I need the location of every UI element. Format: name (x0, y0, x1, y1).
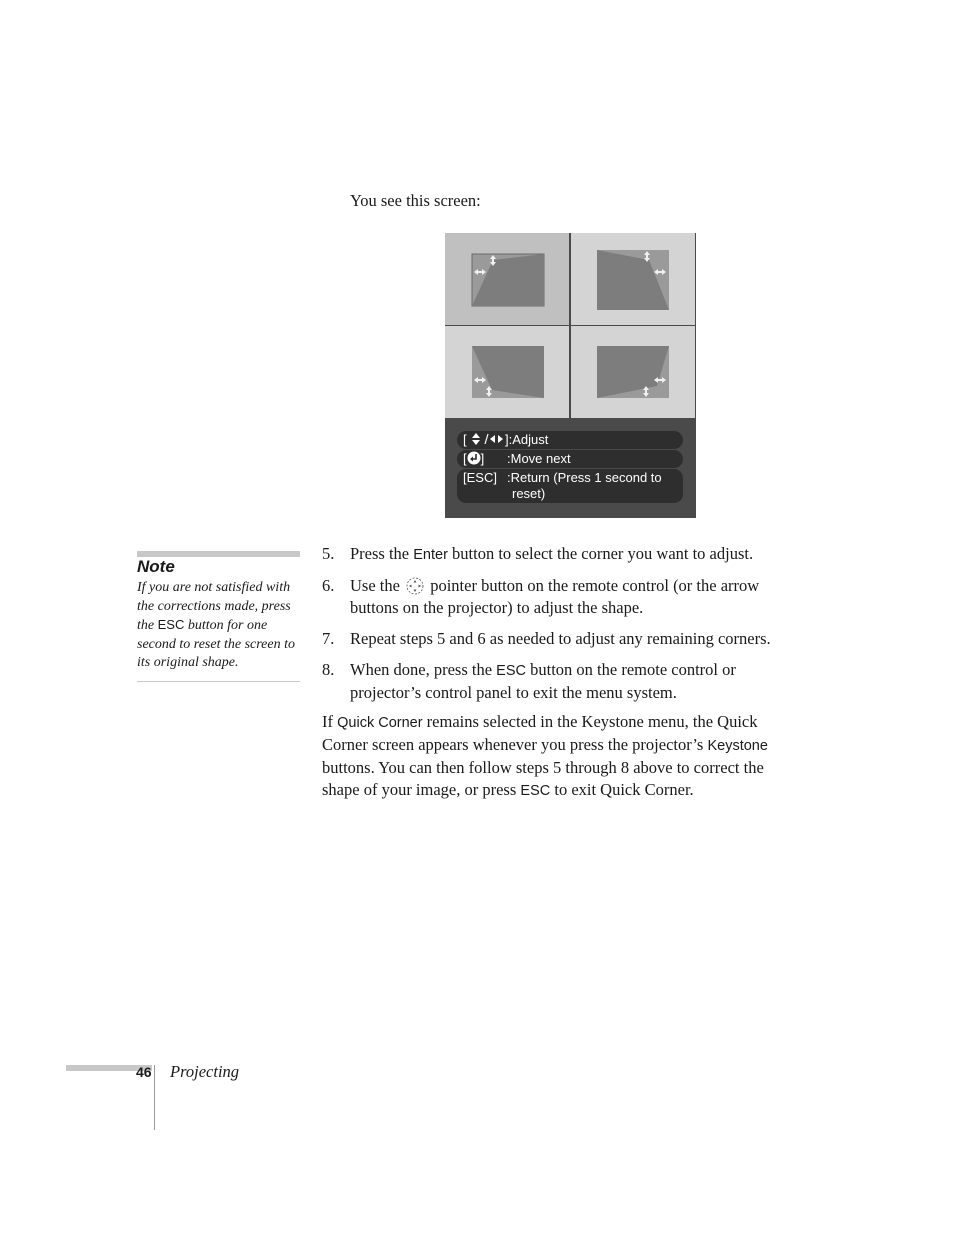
corner-top-left (445, 233, 569, 325)
quick-corner-paragraph: If Quick Corner remains selected in the Keystone menu, the Quick Corner screen appears whenever you press the projector’s Keystone buttons. You can then follow steps 5 through 8 above to correct the shape of your image, or press ESC to exit Quick Corner. (322, 712, 768, 799)
enter-icon (467, 451, 481, 465)
corner-top-right (571, 233, 695, 325)
arrow-keys-icon (470, 433, 506, 445)
steps-list (322, 543, 782, 713)
note-divider (137, 681, 300, 682)
step-6: 6. Use the pointer button on the remote control (or the arrow buttons on the projector) to adjust the shape. (322, 576, 760, 617)
page-number: 46 (136, 1064, 152, 1080)
menu-row-move: [ ] :Move next (457, 450, 683, 468)
note-title: Note (137, 557, 175, 576)
step-5: 5. Press the Enter button to select the corner you want to adjust. (322, 544, 754, 563)
menu-row-adjust: [ ]:Adjust (457, 431, 683, 449)
intro-text: You see this screen: (350, 191, 481, 210)
screen-menu (457, 431, 683, 504)
footer-divider (154, 1065, 155, 1130)
quick-corner-screen (445, 233, 696, 518)
step-7: 7. Repeat steps 5 and 6 as needed to adjust any remaining corners. (322, 629, 771, 648)
corner-bottom-left (445, 326, 569, 418)
step-8: 8. When done, press the ESC button on the remote control or projector’s control panel to exit the menu system. (322, 660, 736, 702)
note-body: If you are not satisfied with the corrections made, press the ESC button for one second to reset the screen to its original shape. (137, 580, 295, 670)
section-name: Projecting (170, 1062, 240, 1081)
menu-row-esc: [ESC] :Return (Press 1 second to reset) (457, 469, 683, 503)
corner-bottom-right (571, 326, 695, 418)
pointer-button-icon (406, 577, 424, 595)
